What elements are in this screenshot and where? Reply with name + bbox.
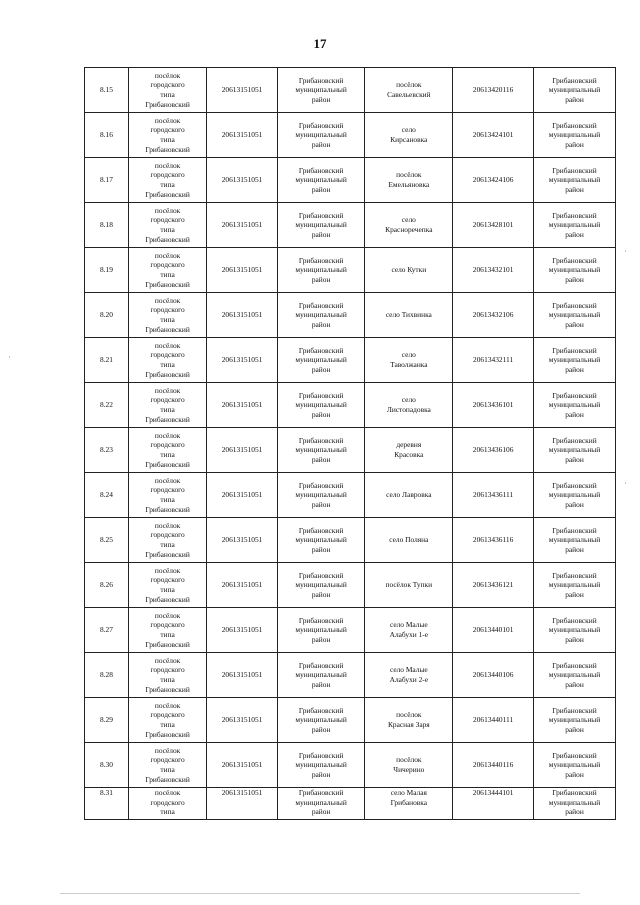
district-name: Грибановский муниципальный район bbox=[277, 743, 365, 788]
settlement-name: посёлок городского типа Грибановский bbox=[128, 698, 206, 743]
row-number: 8.18 bbox=[85, 203, 129, 248]
settlement-code: 20613151051 bbox=[207, 248, 277, 293]
locality-name: посёлок Савельевский bbox=[365, 68, 453, 113]
district-name: Грибановский муниципальный район bbox=[277, 608, 365, 653]
locality-name: село Кутки bbox=[365, 248, 453, 293]
settlement-code: 20613151051 bbox=[207, 473, 277, 518]
locality-district: Грибановский муниципальный район bbox=[533, 788, 615, 820]
locality-district: Грибановский муниципальный район bbox=[533, 743, 615, 788]
locality-district: Грибановский муниципальный район bbox=[533, 383, 615, 428]
settlement-name: посёлок городского типа Грибановский bbox=[128, 293, 206, 338]
district-name: Грибановский муниципальный район bbox=[277, 698, 365, 743]
district-name: Грибановский муниципальный район bbox=[277, 788, 365, 820]
settlement-code: 20613151051 bbox=[207, 158, 277, 203]
district-name: Грибановский муниципальный район bbox=[277, 113, 365, 158]
settlement-name: посёлок городского типа Грибановский bbox=[128, 383, 206, 428]
settlement-name: посёлок городского типа Грибановский bbox=[128, 473, 206, 518]
row-number: 8.30 bbox=[85, 743, 129, 788]
locality-name: посёлок Красная Заря bbox=[365, 698, 453, 743]
settlement-name: посёлок городского типа Грибановский bbox=[128, 563, 206, 608]
table-row bbox=[85, 518, 616, 563]
locality-code: 20613432101 bbox=[453, 248, 534, 293]
locality-name: село Тихвинка bbox=[365, 293, 453, 338]
locality-name: село Малые Алабухи 2-е bbox=[365, 653, 453, 698]
settlement-code: 20613151051 bbox=[207, 293, 277, 338]
locality-district: Грибановский муниципальный район bbox=[533, 698, 615, 743]
table-row bbox=[85, 473, 616, 518]
district-name: Грибановский муниципальный район bbox=[277, 293, 365, 338]
table-row bbox=[85, 608, 616, 653]
settlement-code: 20613151051 bbox=[207, 68, 277, 113]
locality-code: 20613432106 bbox=[453, 293, 534, 338]
settlement-name: посёлок городского типа Грибановский bbox=[128, 68, 206, 113]
row-number: 8.16 bbox=[85, 113, 129, 158]
district-name: Грибановский муниципальный район bbox=[277, 563, 365, 608]
locality-code: 20613424106 bbox=[453, 158, 534, 203]
locality-district: Грибановский муниципальный район bbox=[533, 608, 615, 653]
district-name: Грибановский муниципальный район bbox=[277, 653, 365, 698]
locality-district: Грибановский муниципальный район bbox=[533, 293, 615, 338]
row-number: 8.29 bbox=[85, 698, 129, 743]
table-row bbox=[85, 248, 616, 293]
locality-code: 20613424101 bbox=[453, 113, 534, 158]
table-row bbox=[85, 293, 616, 338]
table-row bbox=[85, 338, 616, 383]
locality-district: Грибановский муниципальный район bbox=[533, 158, 615, 203]
table-row bbox=[85, 563, 616, 608]
locality-code: 20613444101 bbox=[453, 788, 534, 820]
row-number: 8.20 bbox=[85, 293, 129, 338]
table-row bbox=[85, 158, 616, 203]
row-number: 8.31 bbox=[85, 788, 129, 820]
locality-code: 20613436116 bbox=[453, 518, 534, 563]
locality-name: село Лавровка bbox=[365, 473, 453, 518]
locality-code: 20613436111 bbox=[453, 473, 534, 518]
locality-name: село Кирсановка bbox=[365, 113, 453, 158]
page-number: 17 bbox=[313, 36, 327, 51]
locality-code: 20613432111 bbox=[453, 338, 534, 383]
locality-district: Грибановский муниципальный район bbox=[533, 203, 615, 248]
scan-mark: · bbox=[8, 352, 11, 362]
locality-code: 20613440116 bbox=[453, 743, 534, 788]
locality-district: Грибановский муниципальный район bbox=[533, 653, 615, 698]
table-row bbox=[85, 698, 616, 743]
district-name: Грибановский муниципальный район bbox=[277, 383, 365, 428]
locality-code: 20613436121 bbox=[453, 563, 534, 608]
settlement-name: посёлок городского типа bbox=[128, 788, 206, 820]
locality-code: 20613440111 bbox=[453, 698, 534, 743]
settlement-code: 20613151051 bbox=[207, 698, 277, 743]
locality-district: Грибановский муниципальный район bbox=[533, 338, 615, 383]
settlement-name: посёлок городского типа Грибановский bbox=[128, 203, 206, 248]
table-row bbox=[85, 203, 616, 248]
table-row bbox=[85, 68, 616, 113]
settlement-name: посёлок городского типа Грибановский bbox=[128, 653, 206, 698]
settlement-code: 20613151051 bbox=[207, 338, 277, 383]
district-name: Грибановский муниципальный район bbox=[277, 518, 365, 563]
table-row bbox=[85, 383, 616, 428]
row-number: 8.24 bbox=[85, 473, 129, 518]
district-name: Грибановский муниципальный район bbox=[277, 248, 365, 293]
locality-district: Грибановский муниципальный район bbox=[533, 113, 615, 158]
row-number: 8.28 bbox=[85, 653, 129, 698]
locality-name: село Малая Грибановка bbox=[365, 788, 453, 820]
row-number: 8.17 bbox=[85, 158, 129, 203]
district-name: Грибановский муниципальный район bbox=[277, 338, 365, 383]
settlement-code: 20613151051 bbox=[207, 788, 277, 820]
locality-name: деревня Красовка bbox=[365, 428, 453, 473]
table-row bbox=[85, 788, 616, 820]
locality-code: 20613440106 bbox=[453, 653, 534, 698]
settlement-code: 20613151051 bbox=[207, 428, 277, 473]
settlement-name: посёлок городского типа Грибановский bbox=[128, 743, 206, 788]
locality-code: 20613420116 bbox=[453, 68, 534, 113]
settlement-code: 20613151051 bbox=[207, 113, 277, 158]
row-number: 8.21 bbox=[85, 338, 129, 383]
settlement-code: 20613151051 bbox=[207, 563, 277, 608]
table-row bbox=[85, 113, 616, 158]
row-number: 8.19 bbox=[85, 248, 129, 293]
settlement-code: 20613151051 bbox=[207, 608, 277, 653]
settlement-name: посёлок городского типа Грибановский bbox=[128, 428, 206, 473]
divider bbox=[60, 893, 580, 894]
settlement-name: посёлок городского типа Грибановский bbox=[128, 338, 206, 383]
locality-name: село Листопадовка bbox=[365, 383, 453, 428]
locality-district: Грибановский муниципальный район bbox=[533, 428, 615, 473]
locality-code: 20613436106 bbox=[453, 428, 534, 473]
settlement-code: 20613151051 bbox=[207, 743, 277, 788]
locality-code: 20613436101 bbox=[453, 383, 534, 428]
locality-district: Грибановский муниципальный район bbox=[533, 68, 615, 113]
settlement-code: 20613151051 bbox=[207, 383, 277, 428]
district-name: Грибановский муниципальный район bbox=[277, 428, 365, 473]
settlement-name: посёлок городского типа Грибановский bbox=[128, 248, 206, 293]
district-name: Грибановский муниципальный район bbox=[277, 203, 365, 248]
district-name: Грибановский муниципальный район bbox=[277, 158, 365, 203]
locality-name: посёлок Чичерино bbox=[365, 743, 453, 788]
settlement-name: посёлок городского типа Грибановский bbox=[128, 518, 206, 563]
row-number: 8.25 bbox=[85, 518, 129, 563]
row-number: 8.23 bbox=[85, 428, 129, 473]
table-body bbox=[85, 68, 616, 820]
locality-district: Грибановский муниципальный район bbox=[533, 518, 615, 563]
settlement-code: 20613151051 bbox=[207, 518, 277, 563]
district-name: Грибановский муниципальный район bbox=[277, 473, 365, 518]
scan-mark: · bbox=[624, 478, 627, 488]
settlement-code: 20613151051 bbox=[207, 203, 277, 248]
locality-code: 20613440101 bbox=[453, 608, 534, 653]
locality-name: село Красноречепка bbox=[365, 203, 453, 248]
settlement-name: посёлок городского типа Грибановский bbox=[128, 113, 206, 158]
locality-name: село Малые Алабухи 1-е bbox=[365, 608, 453, 653]
table-row bbox=[85, 653, 616, 698]
settlement-name: посёлок городского типа Грибановский bbox=[128, 608, 206, 653]
locality-name: посёлок Тупки bbox=[365, 563, 453, 608]
settlement-name: посёлок городского типа Грибановский bbox=[128, 158, 206, 203]
settlement-table bbox=[84, 67, 616, 820]
locality-district: Грибановский муниципальный район bbox=[533, 248, 615, 293]
locality-name: посёлок Емельяновка bbox=[365, 158, 453, 203]
settlement-code: 20613151051 bbox=[207, 653, 277, 698]
row-number: 8.27 bbox=[85, 608, 129, 653]
scan-mark: · bbox=[624, 246, 627, 256]
table-row bbox=[85, 743, 616, 788]
row-number: 8.15 bbox=[85, 68, 129, 113]
locality-district: Грибановский муниципальный район bbox=[533, 473, 615, 518]
table-row bbox=[85, 428, 616, 473]
district-name: Грибановский муниципальный район bbox=[277, 68, 365, 113]
locality-name: село Таволжанка bbox=[365, 338, 453, 383]
locality-code: 20613428101 bbox=[453, 203, 534, 248]
row-number: 8.22 bbox=[85, 383, 129, 428]
locality-name: село Поляна bbox=[365, 518, 453, 563]
row-number: 8.26 bbox=[85, 563, 129, 608]
locality-district: Грибановский муниципальный район bbox=[533, 563, 615, 608]
